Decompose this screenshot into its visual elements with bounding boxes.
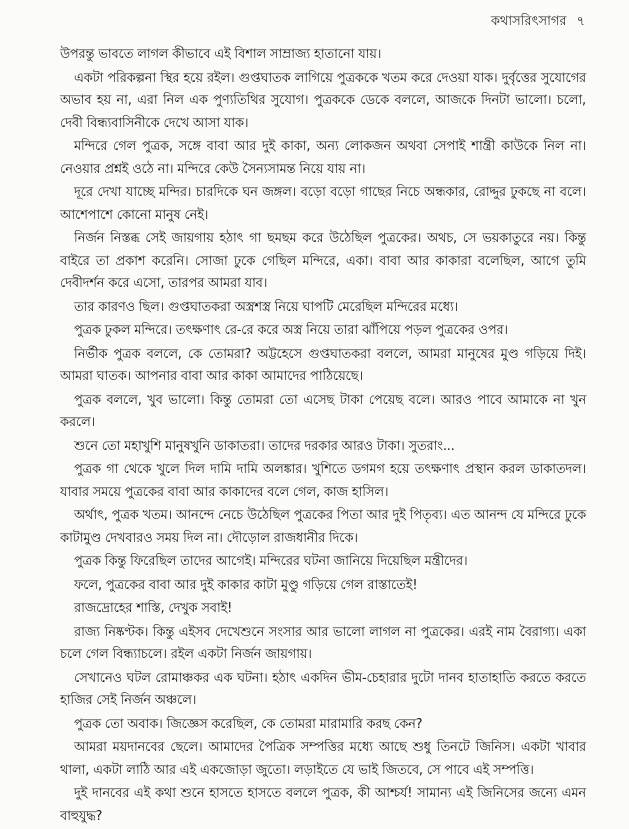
paragraph: পুত্রক গা থেকে খুলে দিল দামি দামি অলঙ্কার। খুশিতে ডগমগ হয়ে তৎক্ষণাৎ প্রস্থান করল ডাকাতদল। যাবার সময়ে পুত্রকের বাবা আর কাকাদের বলে গেল, কাজ হাসিল। [60, 462, 586, 500]
paragraph: রাজদ্রোহের শাস্তি, দেখুক সবাই! [74, 601, 233, 616]
paragraph: রাজ্য নিষ্কণ্টক। কিন্তু এইসব দেখেশুনে সংসার আর ভালো লাগল না পুত্রকের। এরই নাম বৈরাগ্য। একা চলে গেল বিন্ধ্যাচলে। রইল একটা নির্জন জায়গায়। [60, 624, 586, 662]
page-number: ৭ [576, 14, 585, 29]
body-text [60, 44, 586, 829]
paragraph: তার কারণও ছিল। গুপ্তঘাতকরা অস্ত্রশস্ত্র নিয়ে ঘাপটি মেরেছিল মন্দিরের মধ্যে। [74, 299, 459, 315]
paragraph: পুত্রক ঢুকল মন্দিরে। তৎক্ষণাৎ রে-রে করে অস্ত্র নিয়ে তারা ঝাঁপিয়ে পড়ল পুত্রকের ওপর। [74, 323, 508, 338]
book-title: কথাসরিৎসাগর [490, 14, 567, 29]
running-header [491, 14, 585, 30]
paragraph: অর্থাৎ, পুত্রক খতম। আনন্দে নেচে উঠেছিল পুত্রকের পিতা আর দুই পিতৃব্য। এত আনন্দ যে মন্দিরে ঢুকে কাটামুণ্ড দেখবারও সময় দিল না। দৌড়োল রাজধানীর দিকে। [60, 508, 586, 546]
paragraph: শুনে তো মহাখুশি মানুষখুনি ডাকাতরা। তাদের দরকার আরও টাকা। সুতরাং... [74, 438, 455, 454]
paragraph: নির্জন নিস্তব্ধ সেই জায়গায় হঠাৎ গা ছমছম করে উঠেছিল পুত্রকের। অথচ, সে ভয়কাতুরে নয়। কিন্তু বাইরে তা প্রকাশ করেনি। সোজা ঢুকে গেছিল মন্দিরে, একা। বাবা আর কাকারা বলেছিল, আগে তুমি দেবীদর্শন করে এসো, তারপর আমরা যাব। [60, 231, 586, 291]
paragraph: ফলে, পুত্রকের বাবা আর দুই কাকার কাটা মুণ্ডু গড়িয়ে গেল রাস্তাতেই! [74, 577, 418, 593]
paragraph: সেখানেও ঘটল রোমাঞ্চকর এক ঘটনা। হঠাৎ একদিন ভীম-চেহারার দুটো দানব হাতাহাতি করতে করতে হাজির সেই নির্জন অঞ্চলে। [60, 670, 586, 708]
paragraph: দূরে দেখা যাচ্ছে মন্দির। চারদিকে ঘন জঙ্গল। বড়ো বড়ো গাছের নিচে অন্ধকার, রোদ্দুর ঢুকছে না বলে। আশেপাশে কোনো মানুষ নেই। [60, 185, 586, 223]
paragraph: পুত্রক বললে, খুব ভালো। কিন্তু তোমরা তো এসেছ টাকা পেয়েছ বলে। আরও পাবে আমাকে না খুন করলে। [60, 392, 586, 430]
paragraph: উপরন্তু ভাবতে লাগল কীভাবে এই বিশাল সাম্রাজ্য হাতানো যায়। [60, 47, 382, 62]
paragraph: দুই দানবের এই কথা শুনে হাসতে হাসতে বললে পুত্রক, কী আশ্চর্য! সামান্য এই জিনিসের জন্যে এমন বাহুযুদ্ধ? [60, 786, 586, 824]
paragraph: আমরা ময়দানবের ছেলে। আমাদের পৈত্রিক সম্পত্তির মধ্যে আছে শুধু তিনটে জিনিস। একটা খাবার থালা, একটা লাঠি আর এই একজোড়া জুতো। লড়াইতে যে ভাই জিতবে, সে পাবে এই সম্পত্তি। [60, 740, 586, 778]
paragraph: মন্দিরে গেল পুত্রক, সঙ্গে বাবা আর দুই কাকা, অন্য লোকজন অথবা সেপাই শান্ত্রী কাউকে নিল না। নেওয়ার প্রশ্নই ওঠে না। মন্দিরে কেউ সৈন্যসামন্ত নিয়ে যায় না। [60, 139, 586, 177]
paragraph: পুত্রক তো অবাক। জিজ্ঞেস করেছিল, কে তোমরা মারামারি করছ কেন? [74, 716, 423, 732]
paragraph: একটা পরিকল্পনা স্থির হয়ে রইল। গুপ্তঘাতক লাগিয়ে পুত্রককে খতম করে দেওয়া যাক। দুর্বৃত্তের সুযোগের অভাব হয় না, এরা নিল এক পুণ্যতিথির সুযোগ। পুত্রককে ডেকে বললে, আজকে দিনটা ভালো। চলো, দেবী বিন্ধ্যবাসিনীকে দেখে আসা যাক। [60, 70, 586, 131]
paragraph: নির্ভীক পুত্রক বললে, কে তোমরা? অট্টহেসে গুপ্তঘাতকরা বললে, আমরা মানুষের মুণ্ড গড়িয়ে দিই। আমরা ঘাতক। আপনার বাবা আর কাকা আমাদের পাঠিয়েছে। [60, 346, 586, 384]
paragraph: পুত্রক কিন্তু ফিরেছিল তাদের আগেই। মন্দিরের ঘটনা জানিয়ে দিয়েছিল মন্ত্রীদের। [74, 554, 468, 569]
